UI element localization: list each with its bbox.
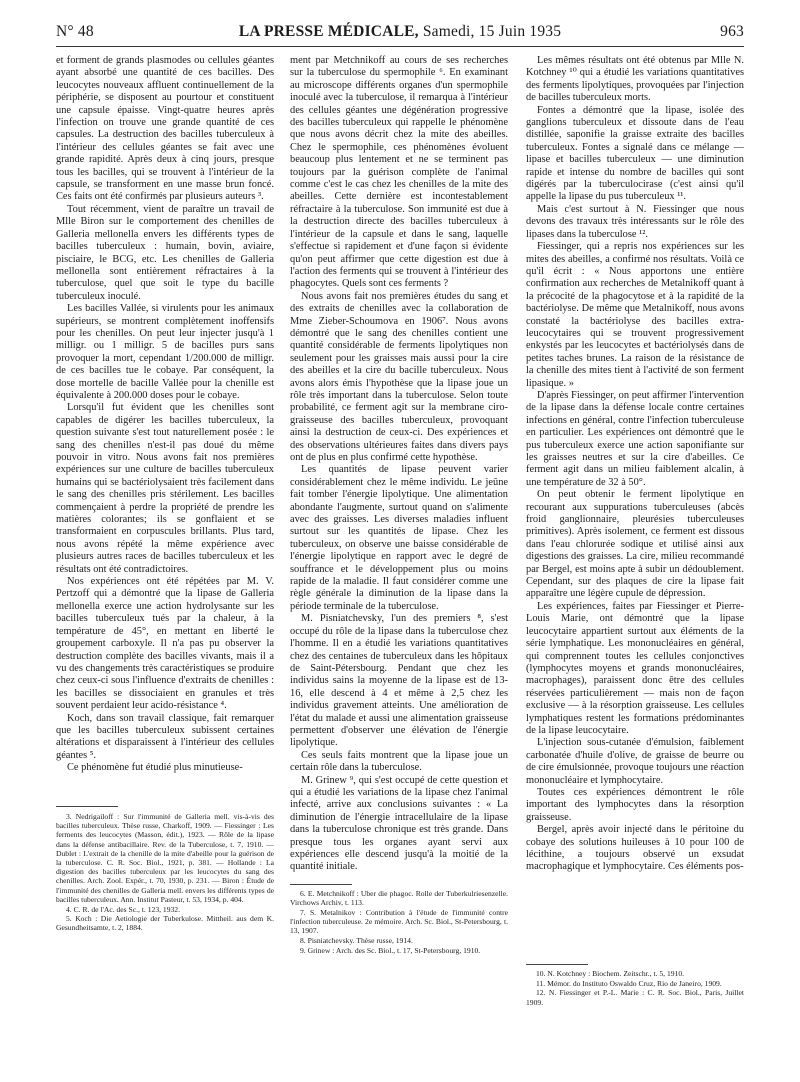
paragraph: Ces seuls faits montrent que la lipase joue un certain rôle dans la tuberculose. [290, 749, 508, 774]
paragraph: Tout récemment, vient de paraître un travail de Mlle Biron sur le comportement des chenilles de Galleria mellonella envers les différents types de bacilles tuberculeux : humain, bovin, aviaire, pisciaire, le BCG, etc. Les chenilles de Galleria mellonella sont entièrement réfractaires à la tuberculose, quel que soit le type du bacille tuberculeux inoculé. [56, 203, 274, 302]
footnote: 6. E. Metchnikoff : Uber die phagoc. Rolle der Tuberkulriesenzelle. Virchows Archiv, t. 113. [290, 889, 508, 908]
footnotes-column-3 [526, 969, 744, 1007]
column-3 [526, 55, 744, 874]
paragraph: M. Grinew ⁹, qui s'est occupé de cette question et qui a étudié les variations de la lipase chez l'animal infecté, arrive aux conclusions suivantes : « La diminution de l'énergie intracellulaire de la lipase dans la tuberculose chronique est très grande. Dans presque tous les organes ayant servi aux expériences elle descend jusqu'à la moitié de la quantité initiale. [290, 774, 508, 873]
footnote: 4. C. R. de l'Ac. des Sc., t. 123, 1932. [66, 904, 181, 914]
paragraph: ment par Metchnikoff au cours de ses recherches sur la tuberculose du spermophile ⁶. En examinant au microscope différents organes d'un spermophile inoculé avec la tuberculose, il remarqua à l'intérieur des cellules géantes une dégénération progressive des bacilles tuberculeux qui rappelle le phénomène que nous avons décrit chez la mite des abeilles. Chez le spermophile, ces phénomènes évoluent beaucoup plus lentement et ne se terminent pas toujours par la guérison complète de l'animal comme c'est le cas chez les chenilles de la mite des abeilles. Cette dernière est incontestablement réfractaire à la tuberculose. Son immunité est due à la destruction directe des bacilles tuberculeux à l'intérieur de la capsule et dans le sang, laquelle s'effectue si rapidement et d'une façon si évidente qu'on peut affirmer que cette digestion est due à l'action des ferments qui se trouvent à l'intérieur des phagocytes. Quels sont ces ferments ? [290, 55, 508, 290]
paragraph: Toutes ces expériences démontrent le rôle important des lymphocytes dans la résorption graisseuse. [526, 786, 744, 823]
paragraph: Les quantités de lipase peuvent varier considérablement chez le même individu. Le jeûne fait tomber l'énergie lipolytique. Une alimentation abondante l'augmente, surtout quand on s'alimente avec des graisses. Les diverses maladies influent surtout sur les quantités de lipase. Chez les tuberculeux, on observe une baisse considérable de l'énergie lipolytique en rapport avec le degré de souffrance et le développement plus ou moins rapide de la maladie. Il faut considérer comme une règle générale la diminution de la lipase dans la période terminale de la tuberculose. [290, 464, 508, 612]
journal-masthead [56, 23, 744, 41]
paragraph: Nos expériences ont été répétées par M. V. Pertzoff qui a démontré que la lipase de Galleria mellonella exerce une action hydrolysante sur les bacilles tuberculeux tués par la chaleur, à la température de 45°, en mettant en liberté le groupement carboxyle. Il n'a pas pu observer la destruction complète des bacilles vivants, mais il a vu des changements très caractéristiques se produire chez ceux-ci sous l'influence d'extraits de chenilles : les bacilles se dissociaient en granules et très souvent perdaient leur acido-résistance ⁴. [56, 576, 274, 712]
paragraph: M. Pisniatchevsky, l'un des premiers ⁸, s'est occupé du rôle de la lipase dans la tuberculose chez l'homme. Il en a étudié les variations quantitatives chez des centaines de tuberculeux dans les hôpitaux de Saint-Pétersbourg. Pendant que chez les individus sains la moyenne de la lipase est de 13-16, elle descend à 4 et même à 2,5 chez les individus gravement atteints. Une amélioration de l'état du malade et aussi une alimentation graisseuse permettent d'observer une élévation de l'énergie lipolytique. [290, 613, 508, 749]
paragraph: Les mêmes résultats ont été obtenus par Mlle N. Kotchney ¹⁰ qui a étudié les variations quantitatives des ferments lipolytiques, provoquées par l'injection de bacilles tuberculeux morts. [526, 55, 744, 104]
paragraph: On peut obtenir le ferment lipolytique en recourant aux suppurations tuberculeuses (abcès froid ganglionnaire, pleurésies tuberculeuses primitives). Après isolement, ce ferment est dissous dans l'eau chlorurée sodique et utilisé ainsi aux digestions des graisses. La cire, milieu recommandé par Bergel, est moins apte à subir un dédoublement. Cependant, sur des plaques de cire la lipase fait apparaître une légère cupule de dépression. [526, 489, 744, 600]
paragraph: Lorsqu'il fut évident que les chenilles sont capables de digérer les bacilles tuberculeux, la question suivante s'est tout naturellement posée : le sang des chenilles n'est-il pas doué du même pouvoir in vitro. Nous avons fait nos premières expériences sur une culture de bacilles tuberculeux humains qui se bactériolysaient très facilement dans le sang des chenilles pris stérilement. Les bacilles commençaient à perdre la propriété de prendre les matières colorantes; ils se gonflaient et se transformaient en corpuscules brillants. Plus tard, nous avons répété la même expérience avec plusieurs autres races de bacilles tuberculeux et les résultats ont été contradictoires. [56, 402, 274, 575]
footnote: 8. Pisniatchevsky. Thèse russe, 1914. [300, 936, 413, 946]
footnotes-column-1 [56, 812, 274, 933]
issue-number: N° 48 [56, 23, 94, 40]
footnote: 7. S. Metalnikov : Contribution à l'étude de l'immunité contre l'infection tuberculeuse. 2e mémoire. Arch. Sc. Biol., St-Petersbourg, t. 13, 1907. [290, 907, 508, 936]
footnote: 10. N. Kotchney : Biochem. Zeitschr., t. 5, 1910. [536, 969, 685, 978]
paragraph: Fiessinger, qui a repris nos expériences sur les mites des abeilles, a confirmé nos résultats. Voilà ce qu'il écrit : « Nous apportons une entière confirmation aux recherches de Metalnikoff quant à la précocité de la phagocytose et à la rapidité de la bactériolyse. De même que Metalnikoff, nous avons constaté la bactériolyse des bacilles extra-leucocytaires qui se trouvent progressivement enkystés par les leucocytes et bactériolysés dans de petites taches brunes. La raison de la résistance de la chenille des mites tient à l'activité de son ferment lipasique. » [526, 241, 744, 389]
page-number: 963 [720, 23, 744, 40]
paragraph: Nous avons fait nos premières études du sang et des extraits de chenilles avec la collaboration de Mme Zieber-Schoumova en 1906⁷. Nous avons démontré que le sang des chenilles contient une quantité considérable de ferments lipolytiques non seulement pour les graisses mais aussi pour la cire des abeilles et la cire du bacille tuberculeux. Nous avons alors émis l'hypothèse que la lipase joue un rôle très important dans la tuberculose. Selon toute probabilité, ce ferment agit sur la membrane ciro-graisseuse des bacilles tuberculeux, provoquant ainsi la destruction de ceux-ci. Des expériences et des observations ultérieures faites dans divers pays ont de plus en plus confirmé cette hypothèse. [290, 290, 508, 463]
paragraph: Mais c'est surtout à N. Fiessinger que nous devons des travaux très intéressants sur le rôle des lipases dans la tuberculose ¹². [526, 203, 744, 240]
paragraph: Les expériences, faites par Fiessinger et Pierre-Louis Marie, ont démontré que la lipase leucocytaire appartient surtout aux éléments de la série lymphatique. Les mononucléaires en général, qui comprennent toutes les cellules conjonctives (lymphocytes moyens et grands mononucléaires, macrophages), paraissent donc être des cellules réservées particulièrement — mais non de façon exclusive — à la résorption graisseuse. Les cellules lymphatiques restent les formations prédominantes de la lipase leucocytaire. [526, 600, 744, 736]
column-1 [56, 55, 274, 775]
footnote: 5. Koch : Die Aetiologie der Tuberkulose. Mittheil. aus dem K. Gesundheitsamte, t. 2, 1884. [56, 914, 274, 933]
column-2 [290, 55, 508, 874]
header-rule [56, 46, 744, 47]
paragraph: D'après Fiessinger, on peut affirmer l'intervention de la lipase dans la défense locale contre certaines infections en général, contre l'infection tuberculeuse en particulier. Les expériences ont démontré que le pus tuberculeux exerce une action saponifiante sur les graisses neutres et sur la cire d'abeilles. Ce ferment agit dans un milieu faiblement alcalin, à une température de 32 à 50°. [526, 389, 744, 488]
paragraph: Bergel, après avoir injecté dans le péritoine du cobaye des solutions huileuses à 10 pour 100 de lécithine, a toujours observé un exsudat macrophagique et lymphocytaire. Ces éléments pos- [526, 824, 744, 873]
footnote-rule [56, 806, 118, 807]
footnote: 12. N. Fiessinger et P.-L. Marie : C. R. Soc. Biol., Paris, Juillet 1909. [526, 988, 744, 1007]
footnote: 11. Mémor. do Instituto Oswaldo Cruz, Rio de Janeiro, 1909. [536, 978, 722, 988]
footnotes-column-2 [290, 889, 508, 955]
footnote-rule [526, 964, 588, 965]
running-header [56, 21, 744, 45]
paragraph: Les bacilles Vallée, si virulents pour les animaux supérieurs, se montrent complètement inoffensifs pour les chenilles. On peut leur injecter jusqu'à 1 milligr. ou 1 milligr. 5 de bacilles purs sans provoquer la mort, cependant 1/200.000 de milligr. de ces bacilles tue le cobaye. Par conséquent, la dose mortelle de bacille Vallée pour la chenille est équivalente à 200.000 doses pour le cobaye. [56, 303, 274, 401]
issue-date: Samedi, 15 Juin 1935 [422, 23, 562, 40]
paragraph: Koch, dans son travail classique, fait remarquer que les bacilles tuberculeux subissent certaines altérations et disparaissent à l'intérieur des cellules géantes ⁵. [56, 712, 274, 761]
footnote-rule [290, 884, 352, 885]
paragraph: Fontes a démontré que la lipase, isolée des ganglions tuberculeux et dissoute dans de l'eau distillée, saponifie la graisse extraite des bacilles tuberculeux. Fontes a signalé dans ce mélange — lipase et bacilles tuberculeux — une diminution rapide et intense du nombre de bacilles qui sont digérés par la tuberculocirase (c'est ainsi qu'il appelle la lipase du pus tuberculeux ¹¹. [526, 104, 744, 203]
footnote: 3. Nedrigailoff : Sur l'immunité de Galleria mell. vis-à-vis des bacilles tuberculeux. Thèse russe, Charkoff, 1909. — Fiessinger : Les ferments des leucocytes (Masson, édit.), 1923. — Rôle de la lipase dans la défense antibacillaire. Rev. de la Tuberculose, t. 7, 1910. — Dublet : L'extrait de la chenille de la mite d'abeille pour la guérison de la tuberculose. C. R. Soc. Biol., 1921, p. 381. — Hollande : La digestion des bacilles tuberculeux par les leucocytes du sang des chenilles. Arch. Zool. Expér., t. 70, 1930, p. 231. — Biron : Étude de l'immunité des chenilles de Galleria mell. envers les différents types de bacilles tuberculeux. Ann. Institut Pasteur, t. 53, 1934, p. 404. [56, 812, 274, 904]
paragraph: et forment de grands plasmodes ou cellules géantes ayant absorbé une quantité de ces bacilles. Des leucocytes nouveaux affluent continuellement de la périphérie, se disposent au pourtour et constituent une capsule épaisse. Vingt-quatre heures après l'infection on trouve une grande quantité de ces capsules. La destruction des bacilles tuberculeux à l'intérieur des cellules géantes se fait avec une grande rapidité. Après deux à cinq jours, presque tous les bacilles, qui se trouvent à l'intérieur de la capsule, se transforment en une masse brun foncé. Ces faits ont été confirmés par plusieurs auteurs ³. [56, 55, 274, 203]
footnote: 9. Grinew : Arch. des Sc. Biol., t. 17, St-Petersbourg, 1910. [300, 945, 481, 955]
paragraph: L'injection sous-cutanée d'émulsion, faiblement carbonatée d'huile d'olive, de graisse de beurre ou de cire émulsionnée, provoque toujours une réaction mononucléaire et lymphocytaire. [526, 737, 744, 786]
journal-title: LA PRESSE MÉDICALE, [238, 23, 419, 40]
paragraph: Ce phénomène fut étudié plus minutieuse- [67, 762, 243, 774]
